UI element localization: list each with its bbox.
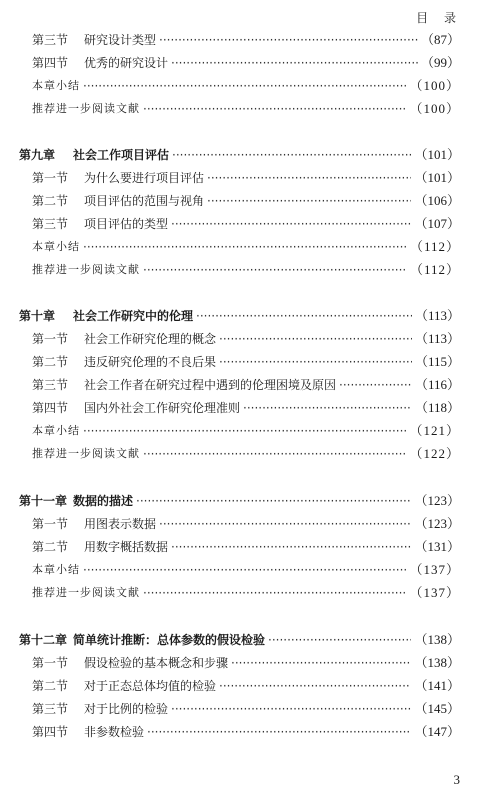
toc-page-number: （107） <box>414 216 460 231</box>
dot-leader <box>339 375 412 395</box>
toc-entry-title: 简单统计推断：总体参数的假设检验 <box>73 633 266 647</box>
toc-summary-entry <box>0 76 480 96</box>
toc-section-entry <box>0 168 480 188</box>
toc-entry-number: 第四节 <box>32 401 69 415</box>
toc-entry-title: 推荐进一步阅读文献 <box>32 102 140 115</box>
toc-page-number: （145） <box>414 701 460 716</box>
toc-entry-number: 第三节 <box>32 217 69 231</box>
toc-entry-title: 对于比例的检验 <box>84 702 169 716</box>
toc-entry-number: 第三节 <box>32 702 69 716</box>
toc-entry-title: 非参数检验 <box>84 725 145 739</box>
toc-page-number: （137） <box>409 562 460 577</box>
toc-entry-number: 第三节 <box>32 33 69 47</box>
page-number: 3 <box>453 772 460 787</box>
toc-entry-label <box>32 214 168 234</box>
toc-entry-label <box>32 30 156 50</box>
toc-entry-label <box>32 53 168 73</box>
toc-entry-label <box>32 537 168 557</box>
dot-leader <box>219 352 412 372</box>
toc-page-number: （100） <box>409 78 460 93</box>
toc-entry-title: 社会工作研究伦理的概念 <box>84 332 217 346</box>
toc-chapter-entry <box>0 491 480 511</box>
toc-entry-label <box>32 699 168 719</box>
toc-entry-number: 第二节 <box>32 540 69 554</box>
toc-entry-title: 研究设计类型 <box>84 33 157 47</box>
toc-entry-label <box>19 491 133 511</box>
toc-section-entry <box>0 398 480 418</box>
toc-entry-number: 第十二章 <box>19 633 68 647</box>
toc-entry-title: 推荐进一步阅读文献 <box>32 586 140 599</box>
toc-entry-label <box>32 99 140 119</box>
toc-entry-number: 第一节 <box>32 656 69 670</box>
page-header: 目 录 <box>416 11 462 25</box>
toc-entry-title: 本章小结 <box>32 240 80 253</box>
toc-summary-entry <box>0 583 480 603</box>
toc-entry-number: 第九章 <box>19 148 56 162</box>
toc-entry-number: 第二节 <box>32 679 69 693</box>
toc-entry-title: 国内外社会工作研究伦理准则 <box>84 401 241 415</box>
toc-entry-title: 用数字概括数据 <box>84 540 169 554</box>
toc-section-entry <box>0 375 480 395</box>
toc-page-number: （101） <box>414 147 460 162</box>
toc-summary-entry <box>0 260 480 280</box>
toc-entry-title: 本章小结 <box>32 424 80 437</box>
toc-section-entry <box>0 537 480 557</box>
toc-entry-label <box>32 168 204 188</box>
toc-page-number: （100） <box>409 101 460 116</box>
toc-page-number: （113） <box>414 331 460 346</box>
toc-page-number: （87） <box>420 32 460 47</box>
toc-section-entry <box>0 653 480 673</box>
toc-entry-number: 第四节 <box>32 725 69 739</box>
dot-leader <box>219 329 412 349</box>
toc-entry-title: 项目评估的范围与视角 <box>84 194 205 208</box>
toc-entry-title: 本章小结 <box>32 79 80 92</box>
dot-leader <box>171 537 411 557</box>
dot-leader <box>219 676 411 696</box>
toc-entry-title: 对于正态总体均值的检验 <box>84 679 217 693</box>
toc-section-entry <box>0 352 480 372</box>
toc-summary-entry <box>0 444 480 464</box>
toc-section-entry <box>0 722 480 742</box>
dot-leader <box>231 653 411 673</box>
toc-entry-number: 第二节 <box>32 194 69 208</box>
toc-entry-label <box>32 375 336 395</box>
toc-entry-label <box>32 676 216 696</box>
toc-page-number: （121） <box>409 423 460 438</box>
toc-section-entry <box>0 191 480 211</box>
toc-entry-number: 第三节 <box>32 378 69 392</box>
toc-entry-title: 推荐进一步阅读文献 <box>32 263 140 276</box>
toc-page-number: （123） <box>414 516 460 531</box>
toc-page-number: （112） <box>409 239 460 254</box>
toc-section-entry <box>0 214 480 234</box>
toc-entry-label <box>32 191 204 211</box>
dot-leader <box>207 168 411 188</box>
toc-entry-number: 第一节 <box>32 517 69 531</box>
toc-entry-label <box>19 630 265 650</box>
dot-leader <box>171 699 411 719</box>
toc-entry-number: 第十一章 <box>19 494 68 508</box>
toc-chapter-entry <box>0 306 480 326</box>
toc-entry-number: 第二节 <box>32 355 69 369</box>
dot-leader <box>83 560 406 580</box>
toc-entry-title: 用图表示数据 <box>84 517 157 531</box>
toc-entry-label <box>32 514 156 534</box>
toc-page-number: （131） <box>414 539 460 554</box>
toc-entry-label <box>32 421 80 441</box>
dot-leader <box>207 191 411 211</box>
toc-section-entry <box>0 53 480 73</box>
toc-entry-label <box>32 722 144 742</box>
toc-entry-number: 第一节 <box>32 332 69 346</box>
dot-leader <box>159 514 411 534</box>
dot-leader <box>171 53 418 73</box>
toc-entry-title: 社会工作项目评估 <box>73 148 170 162</box>
toc-entry-number: 第四节 <box>32 56 69 70</box>
dot-leader <box>143 260 407 280</box>
dot-leader <box>159 30 418 50</box>
toc-page-number: （112） <box>409 262 460 277</box>
dot-leader <box>143 583 406 603</box>
toc-entry-label <box>32 260 140 280</box>
toc-section-entry <box>0 30 480 50</box>
toc-entry-title: 违反研究伦理的不良后果 <box>84 355 217 369</box>
dot-leader <box>196 306 412 326</box>
toc-entry-label <box>32 583 140 603</box>
toc-chapter-entry <box>0 145 480 165</box>
toc-entry-title: 推荐进一步阅读文献 <box>32 447 140 460</box>
dot-leader <box>136 491 411 511</box>
toc-summary-entry <box>0 237 480 257</box>
toc-page-number: （116） <box>414 377 460 392</box>
toc-entry-title: 社会工作者在研究过程中遇到的伦理困境及原因 <box>84 378 337 392</box>
toc-entry-label <box>32 653 228 673</box>
toc-chapter-entry <box>0 630 480 650</box>
toc-page-number: （99） <box>420 55 460 70</box>
toc-page-number: （115） <box>414 354 460 369</box>
toc-entry-number: 第十章 <box>19 309 56 323</box>
toc-entry-title: 假设检验的基本概念和步骤 <box>84 656 229 670</box>
toc-page-number: （138） <box>414 632 460 647</box>
toc-section-entry <box>0 676 480 696</box>
toc-page-number: （106） <box>414 193 460 208</box>
toc-entry-label <box>32 352 216 372</box>
toc-entry-title: 项目评估的类型 <box>84 217 169 231</box>
toc-page-number: （101） <box>414 170 460 185</box>
toc-entry-label <box>19 145 169 165</box>
dot-leader <box>143 99 406 119</box>
toc-entry-label <box>32 560 80 580</box>
toc-entry-title: 社会工作研究中的伦理 <box>73 309 194 323</box>
dot-leader <box>172 145 411 165</box>
toc-page-number: （147） <box>414 724 460 739</box>
toc-page-number: （141） <box>414 678 460 693</box>
toc-entry-title: 本章小结 <box>32 563 80 576</box>
toc-summary-entry <box>0 421 480 441</box>
dot-leader <box>171 214 411 234</box>
dot-leader <box>83 421 406 441</box>
dot-leader <box>268 630 411 650</box>
toc-page-number: （137） <box>409 585 460 600</box>
toc-page-number: （118） <box>414 400 460 415</box>
toc-entry-title: 数据的描述 <box>73 494 134 508</box>
toc-entry-label <box>19 306 193 326</box>
toc-section-entry <box>0 329 480 349</box>
toc-page-number: （122） <box>409 446 460 461</box>
dot-leader <box>147 722 411 742</box>
toc-entry-label <box>32 237 80 257</box>
dot-leader <box>83 76 406 96</box>
toc-page-number: （113） <box>414 308 460 323</box>
toc-summary-entry <box>0 560 480 580</box>
toc-entry-title: 为什么要进行项目评估 <box>84 171 205 185</box>
toc-entry-label <box>32 444 140 464</box>
toc-page-number: （138） <box>414 655 460 670</box>
toc-section-entry <box>0 514 480 534</box>
toc-entry-title: 优秀的研究设计 <box>84 56 169 70</box>
dot-leader <box>83 237 407 257</box>
dot-leader <box>143 444 406 464</box>
toc-page-number: （123） <box>414 493 460 508</box>
toc-section-entry <box>0 699 480 719</box>
toc-entry-label <box>32 76 80 96</box>
toc-summary-entry <box>0 99 480 119</box>
toc-entry-label <box>32 329 216 349</box>
dot-leader <box>243 398 412 418</box>
toc-entry-number: 第一节 <box>32 171 69 185</box>
toc-entry-label <box>32 398 240 418</box>
